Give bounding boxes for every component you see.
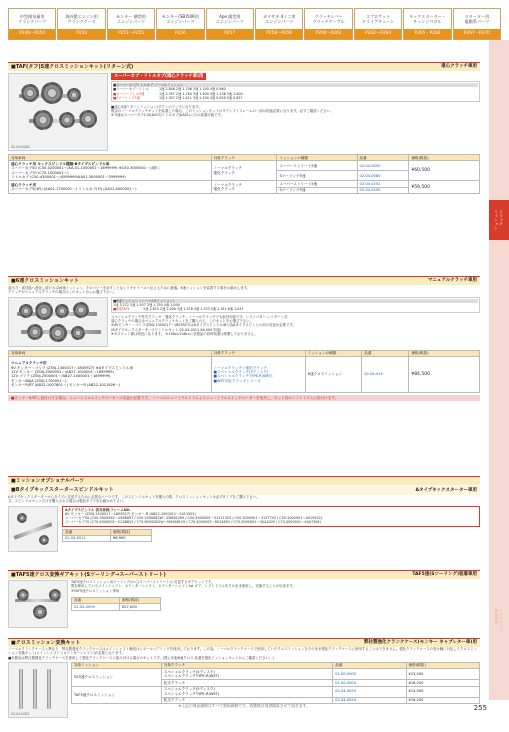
price: ¥16,200 (406, 680, 479, 686)
nav-item-2[interactable] (107, 8, 155, 40)
nav-item-title: モンキー 横型用 エンジンパーツ (116, 13, 146, 24)
price: ¥84,500 (409, 356, 480, 392)
side-tab-label: クラッチ ミッション (494, 210, 504, 230)
nav-item-title: キックスターター・ チェンジペダル (409, 13, 446, 24)
product-code: 02-04-0090 (72, 604, 120, 610)
section-header: ■6速クロスミッションキット マニュアルクラッチ車用 (8, 276, 480, 285)
side-tab-11[interactable] (489, 480, 509, 520)
conversion-table: 対象ミッション 対象クラッチ 品番 価格(税抜) 5S5速クロスミッション スペシャルクラッチ(5ディスク) スペシャルクラッチTYPE-R(WET) 01-00-0005 ¥13,000 乾式クラッチ 01-00-0004 ¥16,200 TAF5速クロスミッション スペシャルクラッチ(5ディスク) スペシャルクラッチTYPE-R(WET) 02-04-0093 ¥13,000 乾式クラッチ 02-04-0094 ¥16,200 (71, 662, 480, 704)
ratio-head: ■スーパーカブ/リトルカブ ノーマルミッション (113, 83, 478, 87)
category-nav (8, 8, 501, 40)
product-code: 01-00-0004 (333, 680, 406, 686)
price: ¥27,000 (119, 604, 160, 610)
side-tab-13[interactable] (489, 560, 509, 600)
nav-item-pages: P260～P262 (305, 29, 351, 39)
page-number: 255 (473, 704, 487, 712)
side-index (489, 40, 509, 700)
price: ¥13,000 (406, 686, 479, 697)
side-tab-6[interactable] (489, 280, 509, 320)
product-code: 02-04-015 (362, 356, 409, 392)
spec-table: 対象車両 対象クラッチ ミッションの種類 品番 価格(税抜) 遠心クラッチ用 キックスピンドル種類:Bタイプスピンドル車 スーパーカブ50 (C50-0200001～/AA-01-1000001～1699999) ※C50-3000001～は除く スーパーカブ70 (C70-1000001～) リトルカブ (C50-4300001～/4599999/AA01-3000001～3999999) ノーマルクラッチ 強化クラッチ スーパーストリート5速 02-04-0092 ¥60,500 Sツーリング5速 02-04-0080 遠心クラッチ用 スーパーカブ50(FI) (AA01-1700001～) リトルカブ(FI) (AA01-4000001～) ノーマルクラッチ 強化クラッチ スーパーストリート5速 02-04-0251 ¥59,500 Sツーリング5速 02-04-0250 (8, 154, 480, 194)
nav-item-0[interactable] (8, 8, 56, 40)
nav-item-title: 海外製エンジン用 クランクケース (65, 13, 98, 24)
price: ¥60,500 (409, 161, 480, 181)
side-tab-3[interactable] (489, 160, 509, 200)
nav-item-title: スプロケット ドライブチェーン (361, 13, 395, 24)
product-code: 02-04-0011 (63, 535, 111, 541)
nav-item-7[interactable] (354, 8, 402, 40)
product-code: 01-00-0005 (333, 669, 406, 680)
optional-parts-section: ■ミッションオプショナルパーツ ■Bタイプキックスタータースピンドルキット Aタイプキックスターター車用 Aタイプキックスターターからタイプに変更するために必要なパーツです。このスピンドルキットを購入の際、クロスミッションキットは必ずタイプをご購入下さい。 又、スピンドルキットだけを購入される場合は製品タイプをお確かめ下さい。 Aタイプスピンドル 該当車両/フレームNO. 6V モンキー (Z50J-1300017～1805927) モンキー-R (AB22-1000011～1011925) スーパーカブ50 (C50-9000062～V488897 / C50-2000082W～ZD681269 / C50-5000005～31211324 / C50-3000001～3157742 / C50-4000001～4019502) スーパーカブ70 (C70-4000002～C208853 / C70-M000002W～M0568119 / C70-4000003～6024652 / C70-3000001～3041009 / C70-4000001～4007306) 品番 価格(税抜) 02-04-0011 ¥6,900 (8, 476, 480, 566)
main-content (8, 62, 480, 732)
price: ¥59,500 (409, 181, 480, 194)
product-photo (8, 297, 108, 347)
side-tab-1[interactable] (489, 80, 509, 120)
product-photo (8, 506, 58, 552)
nav-item-pages: P262～P264 (355, 29, 401, 39)
side-tab-9[interactable] (489, 400, 509, 440)
six-speed-cross-mission-section: ■6速クロスミッションキット マニュアルクラッチ車用 高出力・高性能へ進化し続ける(2)6速ミッション。そのパワーを余すことなくリヤホイールへ伝えるために最適。6速ミッションを装着する事をお勧めします。 クラッチがマニュアルクラッチの場合はこのキットからお選び下さい。 ■6速ミッション（ノーマル5ミッション） 1速 3.272 2速 1.937 3速 1.350 4速 1.090 ■6速TAF5 1速 2.615 2速 2.000 3速 1.578 4速 1.333 5速 1.181 6速 1.043 スペシャルクラッチ等式クラッチ・強化クラッチ・ノーマルクラッチでも取付可能です。シフトパターン:リターン式 遠心クラッチの場合はマニュアルクラッチキットをご購入の上、このキットをお選び下さい。 ※4Vモンキー・ゴリラ(Z50J-1300017～1805927)はAタイプスピンドル車の為Aタイプスピンドル用の変更が必要です。 (Bタイプキックスタータースピンドルキット 02-04-0011 ¥6,900 別途) ※ガスケット類は別売になります。 ※138cc/146ccに各製品の同時装着は推薦しておりません。 対象車両 対象クラッチ ミッションの種類 品番 価格(税抜) マニュアルクラッチ用 6V モンキー・ゴリラ (Z50J-1300017～1805927) ※Aタイプスピンドル車 12V モンキー (Z50J-2000001～/AB27-1000001～1899999) 12V ゴリラ (Z50J-2500001～/AB27-1000001～1899999) モンキーBAJA (Z50J-1700001～) モンキーR/RT (AB22-1007601～) モンキーR (AB22-1011926～) ノーマルクラッチ / 強化クラッチ ■スペシャルクラッチ(5ディスク) ■スペシャルクラッチTYPE-R(WET) ■WET同社クラッチシリーズ 6速クロスミッション 02-04-015 ¥84,500 ■モンキーR/RTに取付けする場合、ニュートラルスイッチローターの変更が必要です。 ノーマルニュートラルドラムよりニュートラルスイッチローターを取外し、キット内のシフトドラムに取付けます。 (8, 276, 480, 454)
side-tab-8[interactable] (489, 360, 509, 400)
section-header: ■TAF5速クロス変換ギアキット(Sツーリング→スーパーストリート) TAF5速(Sツーリング)装着車用 (8, 570, 480, 579)
product-code: 02-04-0080 (357, 171, 409, 181)
nav-item-8[interactable] (403, 8, 451, 40)
nav-item-pages: P251～P255 (108, 29, 154, 39)
section-header (8, 62, 480, 71)
product-code: 02-04-0093 (333, 686, 406, 697)
nav-item-3[interactable] (156, 8, 204, 40)
subheading: スーパーカブ・リトルカブ(遠心クラッチ車)用 (111, 73, 206, 80)
side-tab-2[interactable] (489, 120, 509, 160)
section-header: ■クロスミッション変換キット 弊社製強化クランクケース(モンキー キャブレター車)用 (8, 638, 480, 647)
footnote: ※上記の商品価格はすべて税抜価格です。消費税は別途精算させて頂きます。 (178, 703, 310, 708)
taf5-conversion-gear-section: ■TAF5速クロス変換ギアキット(Sツーリング→スーパーストリート) TAF5速(Sツーリング)装着車用 TAF5速クロスミッション(Sツーリング)から(スーパーストリート)に変更するギアセットです。 既存使用しているメインシャフト、カウンターシャフト、カウンターシャフト1st ギア、シフトドラムをそのまま使用し、変換することが出来ます。 ※TAF5速クロスミッション専用 品番 価格(税抜) 02-04-0090 ¥27,000 (8, 570, 480, 634)
nav-item-title: 中型排気量用 クランクパーツ (18, 13, 47, 24)
nav-item-9[interactable] (453, 8, 501, 40)
price-table: 品番 価格(税抜) 02-04-0090 ¥27,000 (71, 597, 161, 611)
side-tab-label: リアスムーズ 商品対象 (495, 609, 504, 631)
nav-item-title: クラッチレバー クラッチケーブル (312, 13, 345, 24)
nav-item-title: スターター用 電動系パーツ (464, 13, 490, 24)
nav-item-title: モンキー(SB)50R用 エンジンパーツ (161, 13, 199, 24)
photo-code: 02-04-0080 (11, 145, 30, 149)
nav-item-pages: P265・P266 (404, 29, 450, 39)
nav-item-4[interactable] (206, 8, 254, 40)
nav-item-title: カワサキ 4ミニ用 エンジンパーツ (262, 13, 296, 24)
nav-item-5[interactable] (255, 8, 303, 40)
product-code: 02-04-0094 (333, 697, 406, 703)
price: ¥6,900 (110, 535, 151, 541)
section-target: 遠心クラッチ車用 (441, 64, 477, 70)
side-tab-7[interactable] (489, 320, 509, 360)
nav-item-pages: P250 (58, 29, 104, 39)
section-title: ■TAF(タフ)5速クロスミッションキット(リターン式) (11, 63, 134, 70)
product-code: 02-04-0251 (357, 181, 409, 187)
side-tab-14[interactable] (489, 600, 509, 640)
side-tab-0[interactable] (489, 40, 509, 80)
desc: ■遠心5速リターンミッション(ダウンのアップになります。 (111, 104, 202, 109)
product-photo: 02-04-0001 (8, 662, 68, 718)
side-tab-10[interactable] (489, 440, 509, 480)
cross-mission-conversion-section: ■クロスミッション変換キット 弊社製強化クランクケース(モンキー キャブレター車)用 ノーマルクランクケースと異なり、弊社製強化クランクケースはメインシャフト軸受けにボールベアリングを採用しております。この為、ノーマルクランクケースで使用していたクロスミッションをそのまま強化クランクケースに使用することはできません。強化クランクケースの受け軸に対応したクロスミッション変換キット(メインシャフトとカウンターシャフト)が必要になります。 ■本製品は弊社製強化クランクケースを採用して強化クランクケースに組み付ける場合のキットです。(既に5速/6速クロス 品番を強化ミッションキットからご確認ください。) 02-04-0001 対象ミッション 対象クラッチ 品番 価格(税抜) 5S5速クロスミッション スペシャルクラッチ(5ディスク) スペシャルクラッチTYPE-R(WET) 01-00-0005 ¥13,000 乾式クラッチ 01-00-0004 ¥16,200 TAF5速クロスミッション スペシャルクラッチ(5ディスク) スペシャルクラッチTYPE-R(WET) 02-04-0093 ¥13,000 乾式クラッチ 02-04-0094 ¥16,200 (8, 638, 480, 728)
product-photo (8, 580, 68, 628)
price-table: 品番 価格(税抜) 02-04-0011 ¥6,900 (62, 529, 152, 543)
nav-item-pages: P249～P250 (9, 29, 55, 39)
spec-table: 対象車両 対象クラッチ ミッションの種類 品番 価格(税抜) マニュアルクラッチ用 6V モンキー・ゴリラ (Z50J-1300017～1805927) ※Aタイプスピンドル車 12V モンキー (Z50J-2000001～/AB27-1000001～1899999) 12V ゴリラ (Z50J-2500001～/AB27-1000001～1899999) モンキーBAJA (Z50J-1700001～) モンキーR/RT (AB22-1007601～) モンキーR (AB22-1011926～) ノーマルクラッチ / 強化クラッチ ■スペシャルクラッチ(5ディスク) ■スペシャルクラッチTYPE-R(WET) ■WET同社クラッチシリーズ 6速クロスミッション 02-04-015 ¥84,500 (8, 350, 480, 393)
nav-item-title: Ape 縦型用 エンジンパーツ (215, 13, 244, 24)
product-code: 02-04-0250 (357, 187, 409, 193)
notice-bar: ■モンキーR/RTに取付けする場合、ニュートラルスイッチローターの変更が必要です。 ノーマルニュートラルドラムよりニュートラルスイッチローターを取外し、キット内のシフトドラムに取付けます。 (8, 395, 480, 401)
nav-item-pages: P256 (157, 29, 203, 39)
side-tab-4[interactable] (489, 200, 509, 240)
product-photo (8, 73, 108, 151)
product-code: 02-04-0092 (357, 161, 409, 171)
side-tab-5[interactable] (489, 240, 509, 280)
nav-item-pages: P257 (207, 29, 253, 39)
nav-item-6[interactable] (304, 8, 352, 40)
section-header: ■ミッションオプショナルパーツ (8, 476, 480, 485)
nav-item-1[interactable] (57, 8, 105, 40)
price: ¥16,200 (406, 697, 479, 703)
price: ¥13,000 (406, 669, 479, 680)
nav-item-pages: P267～P270 (454, 29, 500, 39)
taf5-cross-mission-section: ■TAF(タフ)5速クロスミッションキット(リターン式) 遠心クラッチ車用 02-04-0080 スーパーカブ・リトルカブ(遠心クラッチ車)用 ■スーパーカブ/リトルカブ ノーマルミッション ■スーパーカブ・リトル 1速 2.846 2速 1.706 3速 1.190 4速 0.960 ■スーパーリトル5速 1速 2.357 2速 1.764 3速 1.400 4速 1.136 5速 1.000 ■Sツーリング5速 1速 2.357 2速 1.611 3速 1.190 4速 0.958 5速 0.857 ■遠心5速リターンミッション(ダウンのアップになります。 既存のノーマルクラッチキットを装着した場合、このミッションキットのギアシフトフレームの一部は別途必要になります。必ずご確認ください。 ※ 5速はスーパーカブ110(JA07)/リトルカブ(AA01)にのみ装着可能です。 対象車両 対象クラッチ ミッションの種類 品番 価格(税抜) 遠心クラッチ用 キックスピンドル種類:Bタイプスピンドル車 スーパーカブ50 (C50-0200001～/AA-01-1000001～1699999) ※C50-3000001～は除く スーパーカブ70 (C70-1000001～) リトルカブ (C50-4300001～/4599999/AA01-3000001～3999999) ノーマルクラッチ 強化クラッチ スーパーストリート5速 02-04-0092 ¥60,500 Sツーリング5速 02-04-0080 遠心クラッチ用 スーパーカブ50(FI) (AA01-1700001～) リトルカブ(FI) (AA01-4000001～) ノーマルクラッチ 強化クラッチ スーパーストリート5速 02-04-0251 ¥59,500 Sツーリング5速 02-04-0250 (8, 62, 480, 270)
side-tab-12[interactable] (489, 520, 509, 560)
nav-item-pages: P258～P259 (256, 29, 302, 39)
